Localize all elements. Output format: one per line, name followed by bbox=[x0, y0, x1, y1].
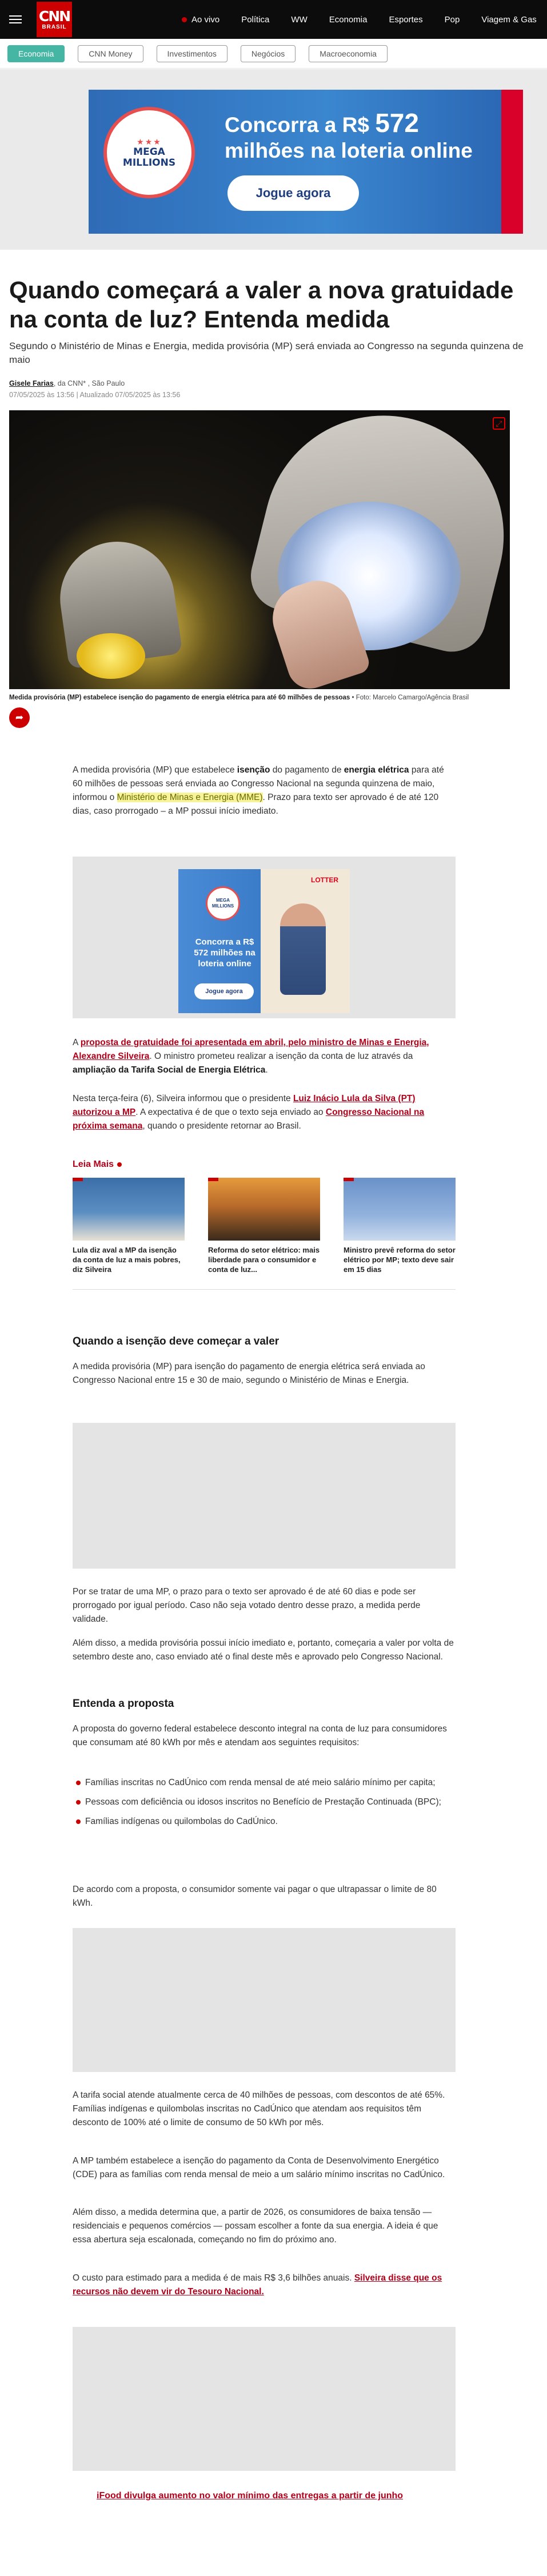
nav-item-ao-vivo[interactable]: Ao vivo bbox=[182, 15, 219, 25]
nav-item-ww[interactable]: WW bbox=[291, 14, 308, 25]
tab-macroeconomia[interactable]: Macroeconomia bbox=[309, 45, 388, 62]
paragraph-7: A proposta do governo federal estabelece desconto integral na conta de luz para consumidores que consumam até 80 kWh por mês e atendam aos seguintes requisitos: bbox=[73, 1724, 447, 1747]
read-more-image bbox=[344, 1178, 456, 1241]
list-item: Famílias indígenas ou quilombolas do CadÚnico. bbox=[73, 1815, 456, 1829]
ad-placeholder bbox=[73, 1928, 456, 2072]
image-caption: Medida provisória (MP) estabelece isenção do pagamento de energia elétrica para até 60 milhões de pessoas • Foto: Marcelo Camargo/Agência Brasil bbox=[9, 694, 469, 701]
read-more-card[interactable]: Reforma do setor elétrico: mais liberdade para o consumidor e conta de luz... bbox=[208, 1178, 320, 1274]
tab-negocios[interactable]: Negócios bbox=[241, 45, 296, 62]
paragraph-10: A MP também estabelece a isenção do pagamento da Conta de Desenvolvimento Energético (CDE) para as famílias com renda mensal de meio a um salário mínimo inscritas no CadÚnico. bbox=[73, 2156, 445, 2179]
read-more-card[interactable]: Lula diz aval a MP da isenção da conta de luz a mais pobres, diz Silveira bbox=[73, 1178, 185, 1274]
proposta-link[interactable]: proposta de gratuidade foi apresentada em abril, pelo ministro de Minas e Energia, Alexandre Silveira bbox=[73, 1038, 429, 1061]
ad-placeholder bbox=[73, 1423, 456, 1569]
red-dot-icon bbox=[117, 1162, 122, 1167]
paragraph-5: Por se tratar de uma MP, o prazo para o texto ser aprovado é de até 60 dias e pode ser prorrogado por igual período. Caso não seja votado dentro desse prazo, a medida perde validade. bbox=[73, 1587, 421, 1624]
article-title: Quando começará a valer a nova gratuidade na conta de luz? Entenda medida bbox=[9, 277, 514, 333]
requirements-list bbox=[73, 1776, 456, 1834]
publish-dates: 07/05/2025 às 13:56 | Atualizado 07/05/2025 às 13:56 bbox=[9, 391, 181, 399]
nav-item-pop[interactable]: Pop bbox=[444, 14, 460, 25]
read-more-image bbox=[73, 1178, 185, 1241]
list-item: Famílias inscritas no CadÚnico com renda mensal de até meio salário mínimo per capita; bbox=[73, 1776, 456, 1790]
tab-investimentos[interactable]: Investimentos bbox=[157, 45, 227, 62]
jogue-agora-button[interactable]: Jogue agora bbox=[227, 175, 359, 211]
paragraph-12: O custo para estimado para a medida é de mais R$ 3,6 bilhões anuais. Silveira disse que os recursos não devem vir do Tesouro Nacional. bbox=[73, 2273, 442, 2297]
read-more-image bbox=[208, 1178, 320, 1241]
main-nav bbox=[182, 0, 547, 39]
category-tabs bbox=[0, 39, 547, 69]
nav-item-economia[interactable]: Economia bbox=[329, 14, 368, 25]
paragraph-9: A tarifa social atende atualmente cerca de 40 milhões de pessoas, com descontos de até 65%. Famílias indígenas e quilombolas inscritas no CadÚnico que atendam aos requisitos têm desconto de 100% até o limite de consumo de 50 kWh por mês. bbox=[73, 2090, 445, 2127]
inline-lottery-ad[interactable]: MEGA MILLIONS Concorra a R$ 572 milhões na loteria online Jogue agora LOTTER bbox=[178, 869, 350, 1013]
divider bbox=[73, 1289, 456, 1290]
author-link[interactable]: Gisele Farias bbox=[9, 379, 54, 387]
share-icon[interactable]: ➦ bbox=[9, 707, 30, 728]
paragraph-3: Nesta terça-feira (6), Silveira informou que o presidente Luiz Inácio Lula da Silva (PT) autorizou a MP. A expectativa é de que o texto seja enviado ao Congresso Nacional na próxima semana, quando o presidente retornar ao Brasil. bbox=[73, 1094, 425, 1131]
related-article-link[interactable]: iFood divulga aumento no valor mínimo das entregas a partir de junho bbox=[97, 2491, 404, 2501]
paragraph-6: Além disso, a medida provisória possui início imediato e, portanto, começaria a valer por volta de setembro deste ano, caso enviado até o final deste mês e aprovado pelo Congresso Nacional. bbox=[73, 1638, 454, 1662]
section-heading-proposta: Entenda a proposta bbox=[73, 1698, 174, 1710]
paragraph-8: De acordo com a proposta, o consumidor somente vai pagar o que ultrapassar o limite de 80 kWh. bbox=[73, 1885, 437, 1908]
mme-link[interactable]: Ministério de Minas e Energia (MME) bbox=[117, 793, 263, 802]
tesouro-link[interactable]: Silveira disse que os recursos não devem vir do Tesouro Nacional. bbox=[73, 2273, 442, 2297]
paragraph-2: A proposta de gratuidade foi apresentada em abril, pelo ministro de Minas e Energia, Alexandre Silveira. O ministro prometeu realizar a isenção da conta de luz através da ampliação da Tarifa Social de Energia Elétrica. bbox=[73, 1038, 429, 1075]
paragraph-11: Além disso, a medida determina que, a partir de 2026, os consumidores de baixa tensão — residenciais e pequenos comércios — possam escolher a fonte da sua energia. A ideia é que essa abertura seja escalonada, começando no fim do próximo ano. bbox=[73, 2207, 438, 2245]
expand-icon[interactable]: ⤢ bbox=[493, 417, 505, 430]
banner-headline: Concorra a R$ 572 milhões na loteria online bbox=[225, 108, 473, 162]
tab-cnn-money[interactable]: CNN Money bbox=[78, 45, 143, 62]
read-more-card[interactable]: Ministro prevê reforma do setor elétrico por MP; texto deve sair em 15 dias bbox=[344, 1178, 456, 1274]
ad-placeholder bbox=[73, 2327, 456, 2471]
inline-ad-area bbox=[73, 857, 456, 1018]
live-dot-icon bbox=[182, 17, 187, 22]
section-heading-isencao: Quando a isenção deve começar a valer bbox=[73, 1335, 280, 1347]
cnn-brasil-logo[interactable]: CNN BRASIL bbox=[37, 2, 72, 37]
leia-mais-heading: Leia Mais bbox=[73, 1159, 122, 1170]
article-subtitle: Segundo o Ministério de Minas e Energia, medida provisória (MP) será enviada ao Congresso na segunda quinzena de maio bbox=[9, 341, 524, 365]
hero-image bbox=[9, 410, 510, 689]
paragraph-1: A medida provisória (MP) que estabelece isenção do pagamento de energia elétrica para até 60 milhões de pessoas será enviada ao Congresso Nacional na segunda quinzena de maio, informou o Ministério de Minas e Energia (MME). Prazo para texto ser aprovado é de até 120 dias, caso prorrogado – a MP possui início imediato. bbox=[73, 765, 444, 816]
mega-millions-logo: ★★★ MEGA MILLIONS bbox=[103, 107, 195, 198]
tab-economia[interactable]: Economia bbox=[7, 45, 65, 62]
menu-icon[interactable] bbox=[9, 15, 22, 23]
list-item: Pessoas com deficiência ou idosos inscritos no Benefício de Prestação Continuada (BPC); bbox=[73, 1795, 456, 1809]
nav-item-esportes[interactable]: Esportes bbox=[389, 14, 423, 25]
congresso-link[interactable]: Congresso Nacional na próxima semana bbox=[73, 1107, 425, 1131]
nav-item-viagem[interactable]: Viagem & Gas bbox=[481, 14, 537, 25]
lula-link[interactable]: Luiz Inácio Lula da Silva (PT) autorizou a MP bbox=[73, 1094, 416, 1117]
byline: Gisele Farias, da CNN* , São Paulo bbox=[9, 379, 125, 387]
inline-jogue-agora-button[interactable]: Jogue agora bbox=[194, 983, 254, 999]
mega-millions-banner[interactable] bbox=[89, 90, 523, 234]
top-ad-area bbox=[0, 69, 547, 250]
top-navigation-bar bbox=[0, 0, 547, 39]
paragraph-4: A medida provisória (MP) para isenção do pagamento de energia elétrica será enviada ao Congresso Nacional entre 15 e 30 de maio, segundo o Ministério de Minas e Energia. bbox=[73, 1362, 425, 1385]
nav-item-politica[interactable]: Política bbox=[241, 14, 270, 25]
